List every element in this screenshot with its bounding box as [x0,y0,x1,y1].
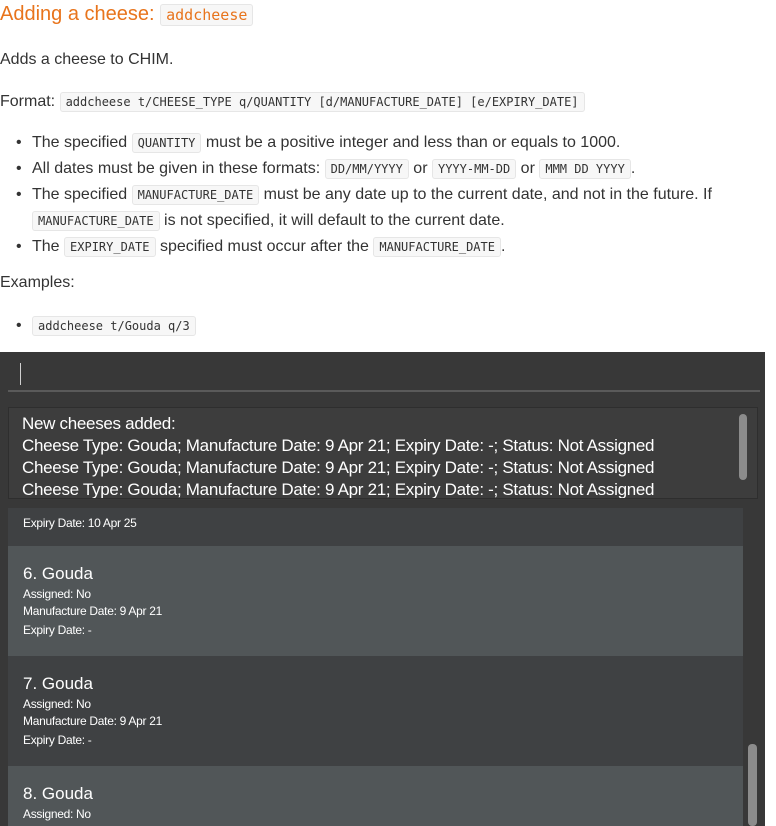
format-label: Format: [0,93,56,110]
heading-command-code: addcheese [160,4,253,26]
result-line: Cheese Type: Gouda; Manufacture Date: 9 Apr 21; Expiry Date: -; Status: Not Assigned [22,458,655,477]
cheese-expiry: Expiry Date: - [23,733,92,747]
format-code: addcheese t/CHEESE_TYPE q/QUANTITY [d/MANUFACTURE_DATE] [e/EXPIRY_DATE] [60,92,585,112]
result-line: Cheese Type: Gouda; Manufacture Date: 9 Apr 21; Expiry Date: -; Status: Not Assigned [22,436,655,455]
cheese-expiry: Expiry Date: 10 Apr 25 [23,516,137,530]
result-line: Cheese Type: Gouda; Manufacture Date: 9 Apr 21; Expiry Date: -; Status: Not Assigned [22,480,655,499]
cheese-card[interactable] [8,656,743,766]
cheese-manufacture-date: Manufacture Date: 9 Apr 21 [23,604,162,618]
format-line [0,93,585,111]
list-item: • The EXPIRY_DATE specified must occur after the MANUFACTURE_DATE . [16,234,756,260]
list-item: • The specified QUANTITY must be a positive integer and less than or equals to 1000. [16,130,756,156]
cheese-assigned: Assigned: No [23,807,91,821]
result-line: New cheeses added: [22,414,176,433]
list-scrollbar[interactable] [748,744,757,826]
cheese-card[interactable] [8,766,743,826]
result-scrollbar[interactable] [739,414,747,480]
cheese-expiry: Expiry Date: - [23,623,92,637]
chim-app-window [0,352,765,826]
examples-list [16,313,196,339]
cheese-title: 7. Gouda [23,674,93,693]
cheese-card[interactable] [8,546,743,656]
list-item: • The specified MANUFACTURE_DATE must be any date up to the current date, and not in the future. If MANUFACTURE_DATE is not specified, it will default to the current date. [16,182,756,234]
cheese-list [8,508,743,826]
command-description: Adds a cheese to CHIM. [0,51,174,68]
cheese-card[interactable] [8,508,743,546]
cheese-title: 6. Gouda [23,564,93,583]
list-item: • All dates must be given in these formats: DD/MM/YYYY or YYYY-MM-DD or MMM DD YYYY . [16,156,756,182]
result-display[interactable] [8,407,758,499]
cheese-assigned: Assigned: No [23,697,91,711]
rules-list [16,130,756,260]
example-code: addcheese t/Gouda q/3 [32,316,196,336]
section-heading [0,3,253,26]
list-item [16,313,196,339]
heading-text: Adding a cheese: [0,3,161,25]
cheese-manufacture-date: Manufacture Date: 9 Apr 21 [23,714,162,728]
text-caret [20,363,21,385]
cheese-assigned: Assigned: No [23,587,91,601]
command-box[interactable] [8,352,760,392]
cheese-title: 8. Gouda [23,784,93,803]
user-guide-section [0,0,776,352]
examples-label: Examples: [0,274,75,291]
